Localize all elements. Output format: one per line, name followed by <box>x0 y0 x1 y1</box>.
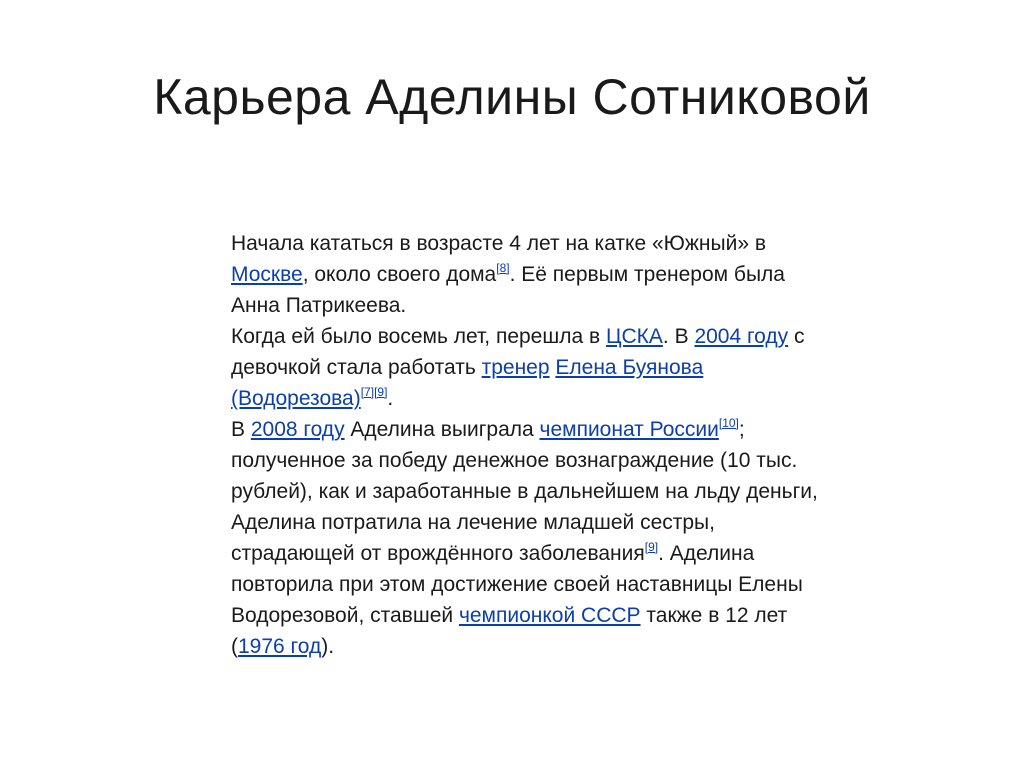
paragraph-2 <box>231 321 821 414</box>
link-ussr-champion[interactable]: чемпионкой СССР <box>458 604 641 627</box>
ref-link-7[interactable]: [7] <box>360 385 375 399</box>
ref-link-8[interactable]: [8] <box>496 261 510 275</box>
link-1976-year[interactable]: 1976 год <box>238 635 322 658</box>
link-2004-year[interactable]: 2004 году <box>694 325 789 348</box>
text: . Аделина повторила при этом достижение своей наставницы Елены Водорезовой, ставшей <box>231 542 803 627</box>
paragraph-3 <box>231 414 821 662</box>
body-text <box>231 228 821 662</box>
ref-link-10[interactable]: [10] <box>718 416 739 430</box>
text: . <box>387 387 394 410</box>
slide-title: Карьера Аделины Сотниковой <box>153 69 871 125</box>
ref-link-9[interactable]: [9] <box>374 385 388 399</box>
link-coach[interactable]: тренер <box>481 356 550 379</box>
text: ). <box>321 635 335 658</box>
link-cska[interactable]: ЦСКА <box>605 325 663 348</box>
text: также в 12 лет ( <box>231 604 788 658</box>
link-elena-buyanova[interactable]: Елена Буянова (Водорезова) <box>231 356 704 410</box>
text: Начала кататься в возрасте 4 лет на катке «Южный» в <box>231 232 767 255</box>
text: В <box>231 418 251 441</box>
paragraph-1 <box>231 228 821 321</box>
link-moscow[interactable]: Москве <box>231 263 303 286</box>
text: Когда ей было восемь лет, перешла в <box>231 325 606 348</box>
text: Аделина выиграла <box>344 418 540 441</box>
ref-link-9b[interactable]: [9] <box>644 540 659 554</box>
link-2008-year[interactable]: 2008 году <box>250 418 345 441</box>
text: с девочкой стала работать <box>231 325 805 379</box>
text: , около своего дома <box>302 263 497 286</box>
text: . В <box>662 325 695 348</box>
link-russian-championship[interactable]: чемпионат России <box>539 418 719 441</box>
text: . Её первым тренером была Анна Патрикеева. <box>231 263 785 317</box>
text: ; полученное за победу денежное вознаграждение (10 тыс. рублей), как и заработанные в дальнейшем на льду деньги, Аделина потратила на лечение младшей сестры, страдающей от врождённого заболевания <box>231 418 818 565</box>
